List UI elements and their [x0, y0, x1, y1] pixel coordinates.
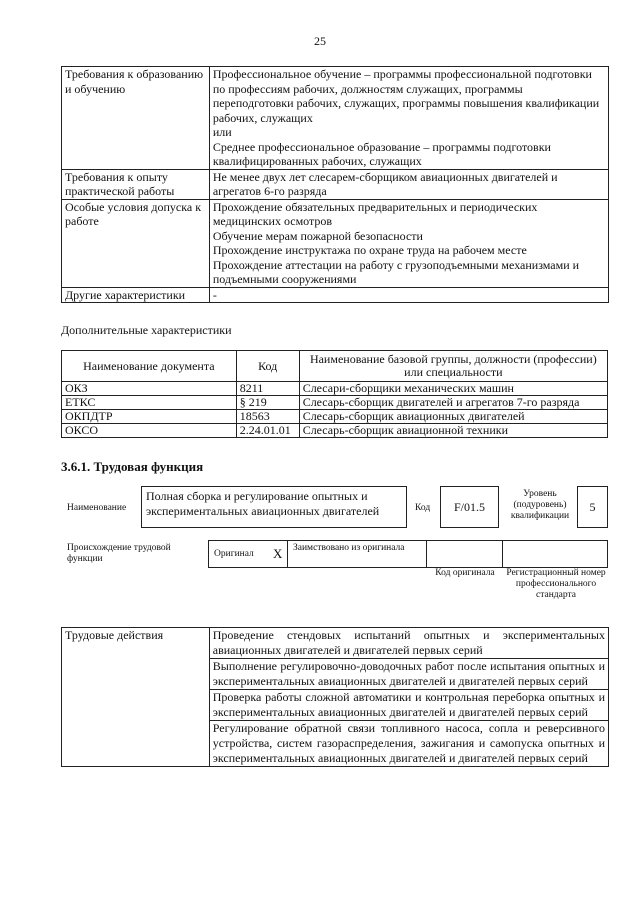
origin-borrowed-cell: [287, 540, 427, 568]
function-level-box: [577, 486, 608, 528]
additional-row: [62, 410, 608, 424]
origin-code-cell: [426, 540, 503, 568]
function-name-box: [141, 486, 407, 528]
additional-cell: Слесарь-сборщик двигателей и агрегатов 7-го разряда: [299, 396, 607, 410]
function-name-value: Полная сборка и регулирование опытных и экспериментальных авиационных двигателей: [146, 489, 380, 518]
requirements-line: Профессиональное обучение – программы профессиональной подготовки по профессиям рабочих, должностям служащих, программы переподготовки рабочих, служащих, программы повышения квалификации рабочих, служащих: [212, 67, 600, 125]
requirements-row-admission: [62, 199, 609, 287]
additional-cell: ОКПДТР: [62, 410, 237, 424]
additional-title: Дополнительные характеристики: [61, 323, 232, 337]
additional-cell: Слесарь-сборщик авиационных двигателей: [299, 410, 607, 424]
origin-code-caption: Код оригинала: [435, 568, 495, 578]
requirements-row-education: [62, 67, 609, 170]
requirements-line: Не менее двух лет слесарем-сборщиком авиационных двигателей и агрегатов 6-го разряда: [212, 169, 558, 198]
page-number: 25: [314, 34, 326, 48]
labor-actions-label: Трудовые действия: [62, 628, 210, 767]
requirements-line: или: [212, 125, 232, 139]
requirements-line: Среднее профессиональное образование – программы подготовки квалифицированных рабочих, служащих: [212, 139, 551, 168]
requirements-label: Особые условия допуска к работе: [62, 199, 210, 287]
labor-action-item: Проверка работы сложной автоматики и контрольная переборка опытных и экспериментальных авиационных двигателей и двигателей первых серий: [209, 690, 608, 721]
requirements-label: Другие характеристики: [62, 287, 210, 303]
requirements-value: [209, 169, 608, 199]
requirements-row-experience: [62, 169, 609, 199]
additional-header-cell: Наименование базовой группы, должности (профессии) или специальности: [299, 351, 607, 382]
additional-row: [62, 382, 608, 396]
requirements-value: [209, 199, 608, 287]
requirements-label: Требования к опыту практической работы: [62, 169, 210, 199]
additional-cell: 8211: [236, 382, 299, 396]
function-code-box: [440, 486, 499, 528]
origin-label: Происхождение трудовой функции: [67, 543, 171, 564]
requirements-value: [209, 67, 608, 170]
additional-cell: § 219: [236, 396, 299, 410]
function-code-label: Код: [415, 503, 431, 513]
origin-original-label: Оригинал: [214, 549, 254, 559]
additional-cell: 2.24.01.01: [236, 424, 299, 438]
additional-cell: ОКЗ: [62, 382, 237, 396]
requirements-line: Прохождение обязательных предварительных и периодических медицинских осмотров: [212, 199, 538, 228]
labor-action-row: [62, 628, 609, 659]
labor-actions-table: [61, 627, 609, 767]
additional-cell: Слесари-сборщики механических машин: [299, 382, 607, 396]
additional-cell: ЕТКС: [62, 396, 237, 410]
labor-action-item: Проведение стендовых испытаний опытных и экспериментальных авиационных двигателей и двигателей первых серий: [209, 628, 608, 659]
requirements-value: [209, 287, 608, 303]
requirements-label: Требования к образованию и обучению: [62, 67, 210, 170]
requirements-table: [61, 66, 609, 303]
requirements-line: Прохождение инструктажа по охране труда на рабочем месте: [212, 243, 527, 257]
additional-cell: Слесарь-сборщик авиационной техники: [299, 424, 607, 438]
origin-reg-cell: [502, 540, 608, 568]
additional-row: [62, 424, 608, 438]
requirements-line: Прохождение аттестации на работу с грузоподъемными механизмами и подъемными сооружениями: [212, 257, 580, 286]
additional-table: [61, 350, 608, 438]
function-level-label: Уровень (подуровень) квалификации: [510, 489, 570, 521]
function-name-label: Наименование: [67, 503, 127, 513]
requirements-line: -: [212, 287, 217, 302]
origin-borrowed-label: Заимствовано из оригинала: [293, 543, 405, 553]
requirements-line: Обучение мерам пожарной безопасности: [212, 228, 423, 243]
additional-row: [62, 396, 608, 410]
additional-header-cell: Наименование документа: [62, 351, 237, 382]
function-level-value: 5: [589, 500, 596, 514]
function-code-value: F/01.5: [453, 500, 485, 514]
labor-action-item: Регулирование обратной связи топливного насоса, сопла и реверсивного устройства, систем газораспределения, зажигания и самопуска опытных и экспериментальных авиационных двигателей и двигателей первых серий: [209, 721, 608, 767]
additional-header-row: [62, 351, 608, 382]
additional-cell: ОКСО: [62, 424, 237, 438]
additional-header-cell: Код: [236, 351, 299, 382]
labor-action-item: Выполнение регулировочно-доводочных работ после испытания опытных и экспериментальных авиационных двигателей и двигателей первых серий: [209, 659, 608, 690]
additional-cell: 18563: [236, 410, 299, 424]
requirements-row-other: [62, 287, 609, 303]
origin-original-mark: X: [273, 546, 283, 561]
section-title: 3.6.1. Трудовая функция: [61, 459, 204, 474]
origin-original-cell: [208, 540, 288, 568]
origin-reg-caption: Регистрационный номер профессионального стандарта: [506, 568, 606, 600]
